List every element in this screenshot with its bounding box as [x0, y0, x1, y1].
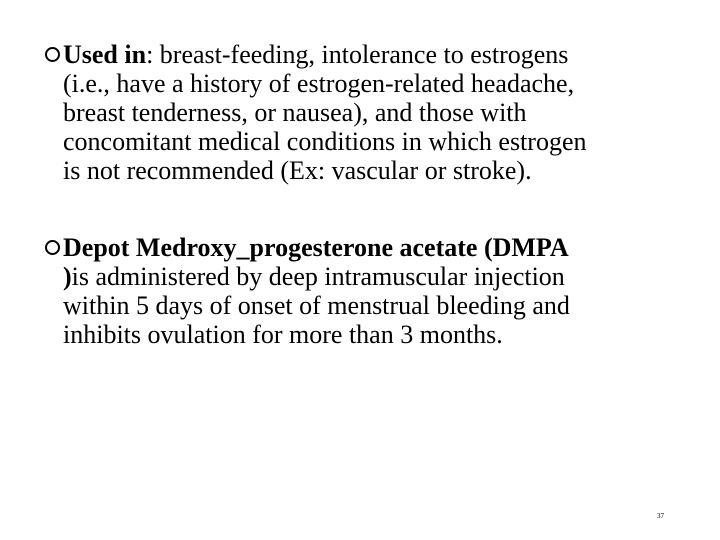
bullet-line-text: breast tenderness, or nausea), and those with [63, 98, 527, 127]
bullet-heading: Depot Medroxy_progesterone acetate (DMPA [63, 233, 569, 262]
bullet-dmpa [45, 233, 645, 349]
hollow-circle-bullet-icon [45, 47, 60, 62]
bullet-line [63, 233, 645, 262]
bullet-line-text: is administered by deep intramuscular injection [71, 262, 565, 291]
bullet-line [63, 262, 645, 291]
bullet-line-text: (i.e., have a history of estrogen-related headache, [63, 69, 575, 98]
bullet-line [63, 40, 645, 69]
bullet-line [63, 127, 645, 156]
bullet-line [63, 320, 645, 349]
hollow-circle-bullet-icon [45, 240, 60, 255]
bullet-line-text: concomitant medical conditions in which estrogen [63, 127, 587, 156]
bullet-heading-tail: ) [63, 262, 72, 291]
bullet-text [45, 233, 645, 349]
bullet-line [63, 156, 645, 185]
bullet-heading: Used in [63, 40, 147, 69]
bullet-text [45, 40, 645, 185]
page-number: 37 [657, 512, 664, 520]
bullet-usage [45, 40, 645, 185]
bullet-line [63, 98, 645, 127]
bullet-line-text: inhibits ovulation for more than 3 months. [63, 320, 503, 349]
bullet-line-text: : breast-feeding, intolerance to estrogens [146, 40, 569, 69]
bullet-line-text: is not recommended (Ex: vascular or stroke). [63, 156, 532, 185]
bullet-line-text: within 5 days of onset of menstrual bleeding and [63, 291, 570, 320]
bullet-line [63, 69, 645, 98]
bullet-line [63, 291, 645, 320]
